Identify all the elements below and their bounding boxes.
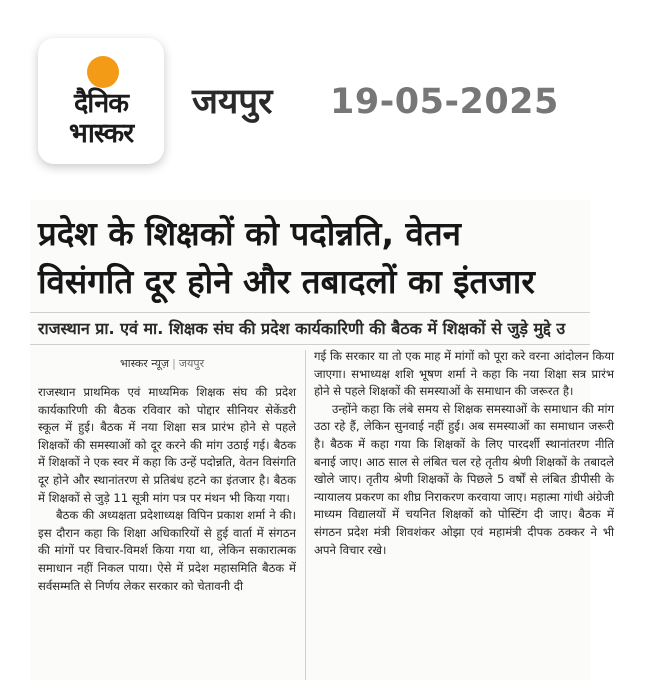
article-headline: [38, 210, 658, 306]
headline-line-1: प्रदेश के शिक्षकों को पदोन्नति, वेतन: [38, 214, 461, 253]
logo-text-dainik: दैनिक: [73, 88, 129, 119]
column-divider: [305, 350, 306, 680]
divider-rule: [30, 344, 590, 345]
article-column-right: [314, 348, 614, 559]
paragraph: गई कि सरकार या तो एक माह में मांगों को पूरा करे वरना आंदोलन किया जाएगा। सभाध्यक्ष शशि भूषण शर्मा ने कहा कि नया शिक्षा सत्र प्रारंभ होने से पहले शिक्षकों की समस्याओं के समाधान की जरूरत है।: [314, 349, 614, 399]
byline: [120, 356, 204, 371]
news-clipping: [30, 200, 614, 680]
headline-line-2: विसंगति दूर होने और तबादलों का इंतजार: [38, 262, 535, 301]
divider-rule: [30, 312, 590, 313]
byline-source: भास्कर न्यूज़: [120, 357, 170, 370]
logo-text-bhaskar: भास्कर: [68, 118, 134, 149]
edition-city: जयपुर: [192, 82, 273, 122]
sun-icon: [87, 56, 119, 88]
article-subheadline: राजस्थान प्रा. एवं मा. शिक्षक संघ की प्रदेश कार्यकारिणी की बैठक में शिक्षकों से जुड़े मुद्दे उ: [38, 319, 566, 338]
edition-date: 19-05-2025: [330, 82, 559, 122]
byline-separator: |: [172, 357, 176, 370]
paragraph: उन्होंने कहा कि लंबे समय से शिक्षक समस्याओं के समाधान की मांग उठा रहे हैं, लेकिन सुनवाई नहीं हुई। अब समस्याओं का समाधान जरूरी है। बैठक में कहा गया कि शिक्षकों के लिए पारदर्शी स्थानांतरण नीति बनाई जाए। आठ साल से लंबित चल रहे तृतीय श्रेणी शिक्षकों के तबादले खोले जाए। तृतीय श्रेणी शिक्षकों के पिछले 5 वर्षों से लंबित डीपीसी के न्यायालय प्रकरण का शीघ्र निराकरण करवाया जाए। महात्मा गांधी अंग्रेजी माध्यम विद्यालयों में चयनित शिक्षकों को पोस्टिंग दी जाए। बैठक में संगठन प्रदेश मंत्री शिवशंकर ओझा एवं महामंत्री दीपक ठक्कर ने भी अपने विचार रखे।: [314, 401, 614, 557]
article-column-left: [38, 384, 296, 595]
paragraph: बैठक की अध्यक्षता प्रदेशाध्यक्ष विपिन प्रकाश शर्मा ने की। इस दौरान कहा कि शिक्षा अधिकारियों से हुई वार्ता में संगठन की मांगों पर विचार-विमर्श किया गया था, लेकिन सकारात्मक समाधान नहीं निकल पाया। ऐसे में प्रदेश महासमिति बैठक में सर्वसम्मति से निर्णय लेकर सरकार को चेतावनी दी: [38, 508, 296, 593]
byline-place: जयपुर: [178, 357, 205, 370]
paragraph: राजस्थान प्राथमिक एवं माध्यमिक शिक्षक संघ की प्रदेश कार्यकारिणी की बैठक रविवार को पोद्दार सीनियर सेकेंडरी स्कूल में हुई। बैठक में नया शिक्षा सत्र प्रारंभ होने से पहले शिक्षकों की समस्याओं को दूर करने की मांग उठाई गई। बैठक में शिक्षकों ने एक स्वर में कहा कि उन्हें पदोन्नति, वेतन विसंगति दूर होने और स्थानांतरण से प्रतिबंध हटने का इंतजार है। बैठक में शिक्षकों से जुड़े 11 सूत्री मांग पत्र पर मंथन भी किया गया।: [38, 385, 296, 505]
masthead: [0, 0, 568, 190]
dainik-bhaskar-logo: [38, 38, 164, 164]
